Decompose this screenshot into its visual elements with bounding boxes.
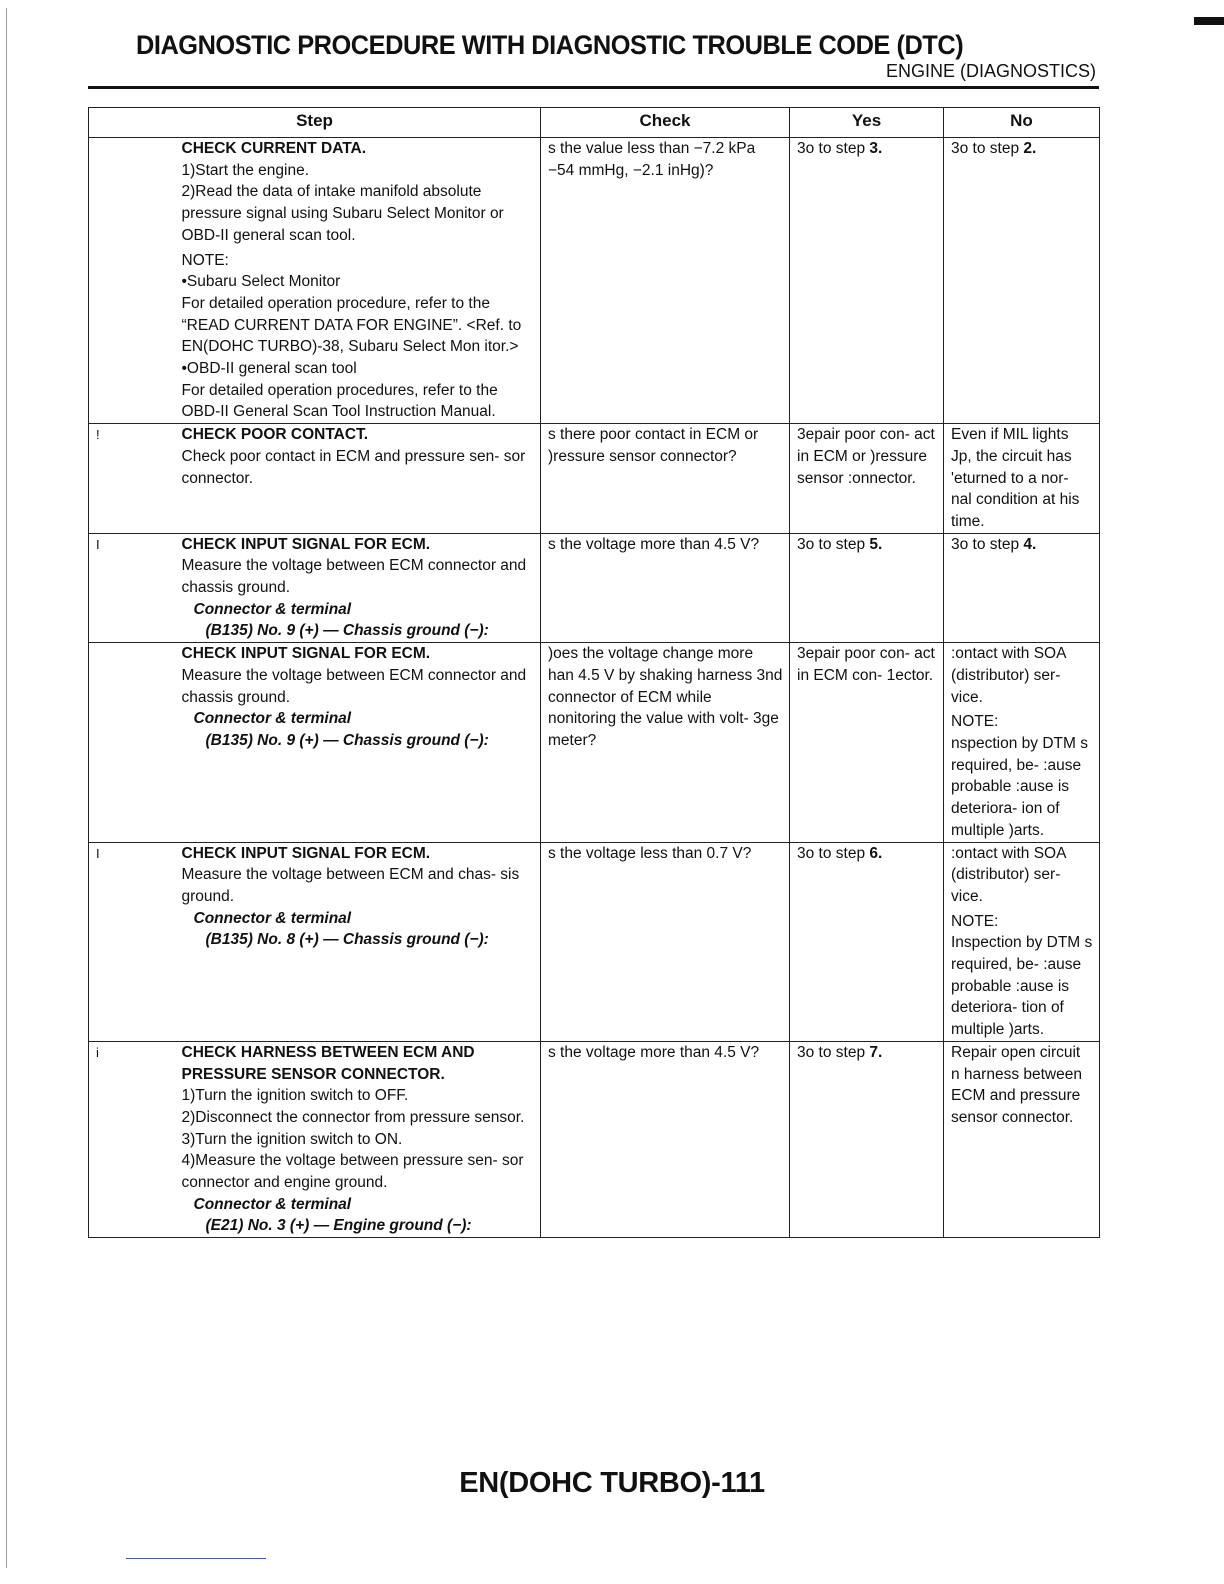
- page-subtitle: ENGINE (DIAGNOSTICS): [885, 61, 1096, 81]
- corner-tab-mark: [1194, 17, 1224, 25]
- no-step-ref: 4.: [1023, 535, 1037, 553]
- step-number: I: [89, 533, 175, 643]
- step-title: CHECK INPUT SIGNAL FOR ECM.: [181, 535, 431, 553]
- step-cell: [175, 1041, 541, 1237]
- note-line: •Subaru Select Monitor: [181, 273, 341, 291]
- footer-underline-mark: [126, 1558, 266, 1559]
- step-number: I: [89, 842, 175, 1041]
- yes-cell: [790, 138, 944, 424]
- no-cell: [944, 643, 1100, 842]
- col-header-yes: Yes: [790, 108, 944, 138]
- note-label: NOTE:: [951, 713, 999, 731]
- step-number: [89, 138, 175, 424]
- table-row: [89, 533, 1100, 643]
- connector-label: Connector & terminal: [193, 909, 352, 927]
- note-line: For detailed operation procedures, refer to the OBD-II General Scan Tool Instruction Manual.: [181, 381, 498, 421]
- step-line: Measure the voltage between ECM connector and chassis ground.: [181, 666, 527, 706]
- step-cell: [175, 842, 541, 1041]
- yes-cell: [790, 1041, 944, 1237]
- no-text: :ontact with SOA (distributor) ser- vice.: [951, 645, 1066, 706]
- yes-text: 3o to step: [797, 1043, 870, 1061]
- check-cell: s the value less than −7.2 kPa −54 mmHg, −2.1 inHg)?: [541, 138, 790, 424]
- step-line: 1)Turn the ignition switch to OFF.: [181, 1087, 409, 1105]
- col-header-no: No: [944, 108, 1100, 138]
- yes-step-ref: 3.: [869, 140, 883, 157]
- table-row: [89, 842, 1100, 1041]
- note-line: For detailed operation procedure, refer to the “READ CURRENT DATA FOR ENGINE”. <Ref. to EN(DOHC TURBO)-38, Subaru Select Mon itor.>: [181, 294, 522, 356]
- yes-step-ref: 6.: [869, 844, 883, 862]
- step-cell: [175, 533, 541, 643]
- connector-terminal: (B135) No. 9 (+) — Chassis ground (−):: [205, 622, 489, 640]
- note-label: NOTE:: [951, 912, 999, 930]
- connector-label: Connector & terminal: [193, 600, 352, 618]
- step-cell: [175, 643, 541, 842]
- step-line: 2)Disconnect the connector from pressure sensor.: [181, 1108, 525, 1126]
- no-text: :ontact with SOA (distributor) ser- vice.: [951, 844, 1066, 905]
- connector-label: Connector & terminal: [193, 710, 352, 728]
- no-cell: Repair open circuit n harness between ECM and pressure sensor connector.: [944, 1041, 1100, 1237]
- check-cell: )oes the voltage change more han 4.5 V by shaking harness 3nd connector of ECM while nonitoring the value with volt- 3ge meter?: [541, 643, 790, 842]
- note-label: NOTE:: [181, 251, 229, 269]
- col-header-step: Step: [89, 108, 541, 138]
- check-cell: s the voltage less than 0.7 V?: [541, 842, 790, 1041]
- step-title: CHECK HARNESS BETWEEN ECM AND PRESSURE SENSOR CONNECTOR.: [181, 1043, 475, 1083]
- step-line: Measure the voltage between ECM and chas- sis ground.: [181, 866, 520, 905]
- note-line: nspection by DTM s required, be- :ause probable :ause is deteriora- ion of multiple )arts.: [951, 734, 1088, 839]
- step-title: CHECK POOR CONTACT.: [181, 426, 369, 444]
- yes-cell: [790, 533, 944, 643]
- yes-step-ref: 5.: [869, 535, 883, 553]
- table-row: [89, 643, 1100, 842]
- no-cell: Even if MIL lights Jp, the circuit has 'eturned to a nor- nal condition at his time.: [944, 424, 1100, 534]
- connector-terminal: (B135) No. 8 (+) — Chassis ground (−):: [205, 931, 489, 949]
- note-line: Inspection by DTM s required, be- :ause probable :ause is deteriora- tion of multiple )arts.: [951, 934, 1093, 1039]
- dtc-procedure-table: [88, 107, 1100, 1238]
- step-number: i: [89, 1041, 175, 1237]
- table-row: [89, 1041, 1100, 1237]
- step-line: 3)Turn the ignition switch to ON.: [181, 1130, 403, 1148]
- no-cell: [944, 842, 1100, 1041]
- check-cell: s the voltage more than 4.5 V?: [541, 1041, 790, 1237]
- no-text: 3o to step: [951, 535, 1024, 553]
- scan-edge-line: [6, 8, 7, 1568]
- yes-cell: 3epair poor con- act in ECM con- 1ector.: [790, 643, 944, 842]
- step-line: 1)Start the engine.: [181, 161, 310, 179]
- step-number: !: [89, 424, 175, 534]
- step-line: Measure the voltage between ECM connector and chassis ground.: [181, 557, 527, 597]
- yes-step-ref: 7.: [869, 1043, 883, 1061]
- step-number: [89, 643, 175, 842]
- yes-text: 3o to step: [797, 535, 870, 553]
- table-header-row: [89, 108, 1100, 138]
- table-row: [89, 424, 1100, 534]
- step-title: CHECK INPUT SIGNAL FOR ECM.: [181, 844, 431, 862]
- step-line: 4)Measure the voltage between pressure sen- sor connector and engine ground.: [181, 1152, 524, 1192]
- yes-cell: 3epair poor con- act in ECM or )ressure sensor :onnector.: [790, 424, 944, 534]
- check-cell: s the voltage more than 4.5 V?: [541, 533, 790, 643]
- yes-cell: [790, 842, 944, 1041]
- step-title: CHECK INPUT SIGNAL FOR ECM.: [181, 645, 431, 663]
- step-cell: [175, 424, 541, 534]
- step-cell: [175, 138, 541, 424]
- check-cell: s there poor contact in ECM or )ressure sensor connector?: [541, 424, 790, 534]
- col-header-check: Check: [541, 108, 790, 138]
- connector-terminal: (B135) No. 9 (+) — Chassis ground (−):: [205, 731, 489, 749]
- no-text: 3o to step: [951, 140, 1024, 157]
- step-title: CHECK CURRENT DATA.: [181, 140, 367, 157]
- connector-label: Connector & terminal: [193, 1195, 352, 1213]
- table-row: [89, 138, 1100, 424]
- page-title: DIAGNOSTIC PROCEDURE WITH DIAGNOSTIC TROUBLE CODE (DTC): [136, 30, 964, 60]
- header-rule: [88, 86, 1099, 89]
- no-step-ref: 2.: [1023, 140, 1037, 157]
- yes-text: 3o to step: [797, 140, 870, 157]
- step-line: 2)Read the data of intake manifold absolute pressure signal using Subaru Select Monitor or OBD-II general scan tool.: [181, 183, 504, 244]
- page-footer-id: EN(DOHC TURBO)-111: [459, 1467, 765, 1499]
- connector-terminal: (E21) No. 3 (+) — Engine ground (−):: [205, 1217, 472, 1235]
- no-cell: [944, 533, 1100, 643]
- no-cell: [944, 138, 1100, 424]
- note-line: •OBD-II general scan tool: [181, 360, 357, 378]
- yes-text: 3o to step: [797, 844, 870, 862]
- step-line: Check poor contact in ECM and pressure sen- sor connector.: [181, 447, 526, 487]
